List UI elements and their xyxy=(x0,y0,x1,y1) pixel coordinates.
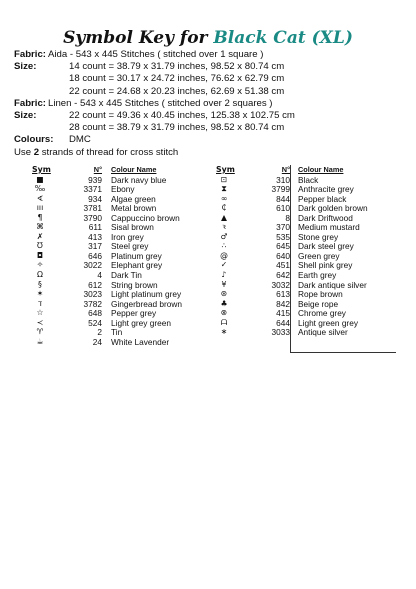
dmc-number: 8 xyxy=(285,212,290,223)
dmc-number: 535 xyxy=(276,231,290,242)
stitch-symbol-icon: ✶ xyxy=(36,289,44,299)
colour-name: Shell pink grey xyxy=(298,260,353,271)
dmc-number: 844 xyxy=(276,193,290,204)
colour-name: String brown xyxy=(111,279,158,290)
colour-name: Stone grey xyxy=(298,231,339,242)
stitch-symbol-icon: ℧ xyxy=(37,241,43,251)
colours-value: DMC xyxy=(69,134,91,146)
table-header xyxy=(32,165,212,175)
colour-name: Light grey green xyxy=(111,317,171,328)
colour-name: Ebony xyxy=(111,184,135,195)
size-linen-row xyxy=(14,110,409,122)
dmc-number: 3799 xyxy=(271,184,290,195)
dmc-number: 645 xyxy=(276,241,290,252)
dmc-number: 415 xyxy=(276,308,290,319)
table-row xyxy=(32,327,212,337)
table-row xyxy=(32,280,212,290)
strands-note xyxy=(14,147,409,159)
dmc-number: 610 xyxy=(276,203,290,214)
divider-horizontal xyxy=(290,352,396,353)
table-row xyxy=(32,270,212,280)
table-row xyxy=(32,251,212,261)
fabric-info xyxy=(14,49,409,159)
strands-note-post: strands of thread for cross stitch xyxy=(39,146,179,158)
stitch-symbol-icon: ꝛ xyxy=(222,222,226,232)
stitch-symbol-icon: ♂ xyxy=(220,231,228,241)
colour-name: Algae green xyxy=(111,193,156,204)
symbol-table-left xyxy=(32,165,212,346)
colour-name: Dark navy blue xyxy=(111,174,167,185)
header-sym: Sym xyxy=(32,165,51,174)
stitch-symbol-icon: ∴ xyxy=(221,241,227,251)
colour-name: Platinum grey xyxy=(111,250,162,261)
colour-name: Rope brown xyxy=(298,289,343,300)
table-row xyxy=(216,203,391,213)
stitch-symbol-icon: ⊗ xyxy=(220,308,228,318)
dmc-number: 644 xyxy=(276,317,290,328)
colour-name: Tin xyxy=(111,327,123,338)
table-row xyxy=(216,260,391,270)
colours-label: Colours: xyxy=(14,134,54,146)
colour-name: Green grey xyxy=(298,250,340,261)
title-prefix: Symbol Key for xyxy=(63,28,208,48)
table-row xyxy=(216,251,391,261)
table-row xyxy=(32,175,212,185)
dmc-number: 310 xyxy=(276,174,290,185)
dmc-number: 646 xyxy=(88,250,102,261)
colour-name: Earth grey xyxy=(298,269,337,280)
table-row xyxy=(32,203,212,213)
stitch-symbol-icon: ☕ xyxy=(36,336,44,346)
colour-name: Dark antique silver xyxy=(298,279,367,290)
table-row xyxy=(216,289,391,299)
divider-vertical xyxy=(290,165,291,353)
stitch-symbol-icon: @ xyxy=(220,250,228,260)
stitch-symbol-icon: § xyxy=(38,279,42,289)
colour-name: Chrome grey xyxy=(298,308,346,319)
stitch-symbol-icon: ¥ xyxy=(221,279,227,289)
colour-name: Steel grey xyxy=(111,241,149,252)
dmc-number: 611 xyxy=(88,222,102,233)
size-label: Size: xyxy=(14,61,37,73)
colour-name: Pepper grey xyxy=(111,308,157,319)
stitch-symbol-icon: ◘ xyxy=(36,250,44,260)
colour-name: Black xyxy=(298,174,319,185)
colour-name: Iron grey xyxy=(111,231,144,242)
dmc-number: 939 xyxy=(88,174,102,185)
dmc-number: 648 xyxy=(88,308,102,319)
strands-count: 2 xyxy=(33,146,40,158)
stitch-symbol-icon: ד xyxy=(37,298,43,308)
stitch-symbol-icon: ♪ xyxy=(221,269,227,279)
size-aida-18: 18 count = 30.17 x 24.72 inches, 76.62 x 62.79 cm xyxy=(69,73,285,85)
title-pattern-name: Black Cat (XL) xyxy=(213,28,353,48)
table-row xyxy=(32,184,212,194)
stitch-symbol-icon: ₵ xyxy=(221,203,227,213)
table-row xyxy=(32,194,212,204)
dmc-number: 613 xyxy=(276,289,290,300)
colour-name: White Lavender xyxy=(111,336,170,347)
fabric-label: Fabric: xyxy=(14,97,46,109)
colour-name: Light green grey xyxy=(298,317,358,328)
colours-row xyxy=(14,134,409,146)
dmc-number: 451 xyxy=(276,260,290,271)
colour-name: Pepper black xyxy=(298,193,347,204)
dmc-number: 24 xyxy=(92,336,102,347)
header-number: N° xyxy=(93,165,102,174)
dmc-number: 3781 xyxy=(83,203,102,214)
size-label: Size: xyxy=(14,109,37,121)
table-row xyxy=(216,213,391,223)
table-row xyxy=(216,299,391,309)
dmc-number: 524 xyxy=(88,317,102,328)
colour-name: Anthracite grey xyxy=(298,184,354,195)
table-row xyxy=(216,232,391,242)
size-aida-row xyxy=(14,73,409,85)
stitch-symbol-icon: ‰ xyxy=(34,184,46,194)
fabric-aida-row xyxy=(14,49,409,61)
header-sym: Sym xyxy=(216,165,235,174)
page-title xyxy=(0,28,416,48)
stitch-symbol-icon: ☆ xyxy=(36,308,44,318)
stitch-symbol-icon: ■ xyxy=(36,174,44,184)
table-row xyxy=(216,241,391,251)
symbol-table-right xyxy=(216,165,391,337)
colour-name: Cappuccino brown xyxy=(111,212,180,223)
stitch-symbol-icon: ∢ xyxy=(36,193,44,203)
dmc-number: 317 xyxy=(88,241,102,252)
dmc-number: 3790 xyxy=(83,212,102,223)
colour-name: Beige rope xyxy=(298,298,339,309)
colour-name: Dark Driftwood xyxy=(298,212,353,223)
fabric-label: Fabric: xyxy=(14,49,46,60)
stitch-symbol-icon: ∗ xyxy=(220,327,228,337)
size-linen-28: 28 count = 38.79 x 31.79 inches, 98.52 x 80.74 cm xyxy=(69,122,285,134)
header-number: N° xyxy=(281,165,290,174)
stitch-symbol-icon: ✧ xyxy=(36,260,44,270)
header-colour-name: Colour Name xyxy=(111,165,157,174)
table-row xyxy=(32,289,212,299)
stitch-symbol-icon: ᗩ xyxy=(220,317,228,327)
table-row xyxy=(216,270,391,280)
table-row xyxy=(32,241,212,251)
stitch-symbol-icon: ♣ xyxy=(220,298,228,308)
stitch-symbol-icon: ⊛ xyxy=(220,289,228,299)
colour-name: Medium mustard xyxy=(298,222,360,233)
dmc-number: 2 xyxy=(97,327,102,338)
size-linen-22: 22 count = 49.36 x 40.45 inches, 125.38 x 102.75 cm xyxy=(69,109,295,121)
colour-name: Dark Tin xyxy=(111,269,142,280)
table-row xyxy=(216,318,391,328)
table-row xyxy=(32,299,212,309)
stitch-symbol-icon: ∞ xyxy=(220,193,228,203)
colour-name: Gingerbread brown xyxy=(111,298,183,309)
stitch-symbol-icon: Ω xyxy=(37,269,43,279)
colour-name: Antique silver xyxy=(298,327,348,338)
table-row xyxy=(32,308,212,318)
stitch-symbol-icon: ♈ xyxy=(36,327,44,337)
table-body xyxy=(32,175,212,347)
table-row xyxy=(216,175,391,185)
stitch-symbol-icon: ¶ xyxy=(37,212,43,222)
size-linen-row xyxy=(14,122,409,134)
colour-name: Light platinum grey xyxy=(111,289,182,300)
dmc-number: 612 xyxy=(88,279,102,290)
stitch-symbol-icon: ≺ xyxy=(36,317,44,327)
table-row xyxy=(216,222,391,232)
fabric-linen-value: Linen - 543 x 445 Stitches ( stitched over 2 squares ) xyxy=(48,97,273,109)
stitch-symbol-icon: ⧗ xyxy=(221,184,227,194)
colour-name: Dark steel grey xyxy=(298,241,354,252)
table-row xyxy=(32,232,212,242)
dmc-number: 3022 xyxy=(83,260,102,271)
stitch-symbol-icon: ⊡ xyxy=(220,174,228,184)
table-row xyxy=(216,280,391,290)
table-row xyxy=(216,327,391,337)
table-row xyxy=(216,308,391,318)
dmc-number: 3782 xyxy=(83,298,102,309)
size-aida-22: 22 count = 24.68 x 20.23 inches, 62.69 x 51.38 cm xyxy=(69,85,285,97)
table-row xyxy=(32,318,212,328)
stitch-symbol-icon: ııı xyxy=(36,203,44,213)
fabric-linen-row xyxy=(14,98,409,110)
dmc-number: 3371 xyxy=(83,184,102,195)
table-body xyxy=(216,175,391,337)
dmc-number: 3023 xyxy=(83,289,102,300)
table-row xyxy=(32,222,212,232)
stitch-symbol-icon: ✓ xyxy=(220,260,228,270)
dmc-number: 4 xyxy=(97,269,102,280)
size-aida-row xyxy=(14,61,409,73)
size-aida-14: 14 count = 38.79 x 31.79 inches, 98.52 x 80.74 cm xyxy=(69,61,285,73)
table-header xyxy=(216,165,391,175)
dmc-number: 640 xyxy=(276,250,290,261)
table-row xyxy=(32,260,212,270)
colour-name: Elephant grey xyxy=(111,260,163,271)
table-row xyxy=(32,337,212,347)
colour-name: Metal brown xyxy=(111,203,157,214)
dmc-number: 413 xyxy=(88,231,102,242)
size-aida-row xyxy=(14,86,409,98)
table-row xyxy=(216,184,391,194)
dmc-number: 842 xyxy=(276,298,290,309)
strands-note-pre: Use xyxy=(14,146,34,158)
dmc-number: 3033 xyxy=(271,327,290,338)
dmc-number: 370 xyxy=(276,222,290,233)
dmc-number: 642 xyxy=(276,269,290,280)
table-row xyxy=(32,213,212,223)
colour-name: Sisal brown xyxy=(111,222,154,233)
stitch-symbol-icon: ✗ xyxy=(36,231,44,241)
dmc-number: 934 xyxy=(88,193,102,204)
stitch-symbol-icon: ⌘ xyxy=(36,222,44,232)
fabric-aida-value: Aida - 543 x 445 Stitches ( stitched over 1 square ) xyxy=(48,49,264,60)
header-colour-name: Colour Name xyxy=(298,165,344,174)
colour-name: Dark golden brown xyxy=(298,203,368,214)
dmc-number: 3032 xyxy=(271,279,290,290)
table-row xyxy=(216,194,391,204)
stitch-symbol-icon: ▲ xyxy=(221,212,227,222)
